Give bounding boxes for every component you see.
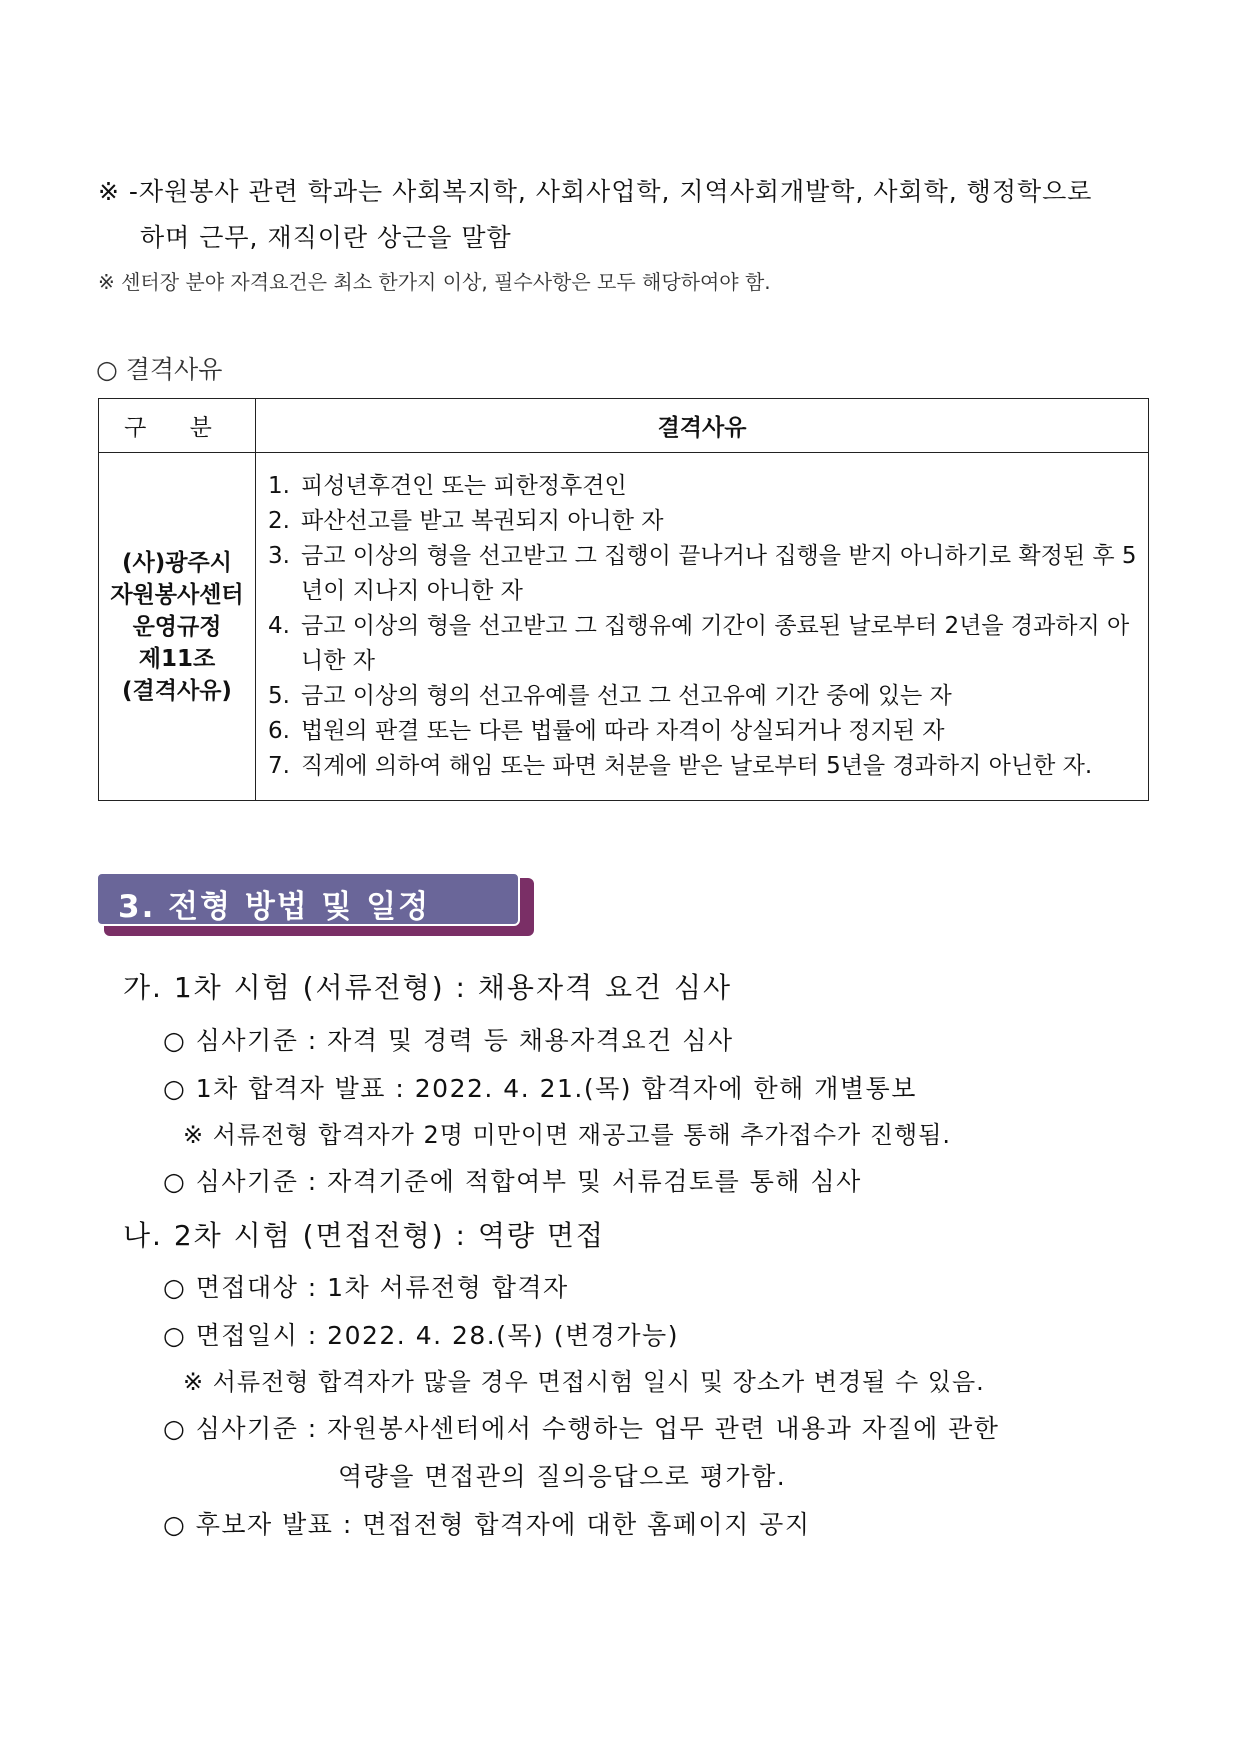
stage2-heading: 나. 2차 시험 (면접전형) : 역량 면접 <box>123 1219 605 1252</box>
note-majors-line2: 하며 근무, 재직이란 상근을 말함 <box>140 223 512 252</box>
list-item <box>268 609 1138 679</box>
section-3-banner <box>96 872 526 930</box>
category-line: 운영규정 <box>132 613 222 640</box>
reasons-cell <box>256 453 1149 801</box>
stage1-heading: 가. 1차 시험 (서류전형) : 채용자격 요건 심사 <box>123 971 733 1004</box>
item-number: 6. <box>268 718 290 744</box>
item-text: 금고 이상의 형의 선고유예를 선고 그 선고유예 기간 중에 있는 자 <box>301 683 952 709</box>
stage2-item: ○ 면접일시 : 2022. 4. 28.(목) (변경가능) <box>163 1321 679 1350</box>
table-header-category: 구 분 <box>99 399 256 453</box>
table-header-row <box>99 399 1149 453</box>
item-number: 3. <box>268 543 290 569</box>
item-number: 5. <box>268 683 290 709</box>
category-line: 자원봉사센터 <box>110 581 244 608</box>
item-number: 7. <box>268 753 290 779</box>
stage2-item: ○ 면접대상 : 1차 서류전형 합격자 <box>163 1273 569 1302</box>
list-item <box>268 469 1138 504</box>
stage1-item: ○ 1차 합격자 발표 : 2022. 4. 21.(목) 합격자에 한해 개별통보 <box>163 1074 917 1103</box>
banner-box <box>96 872 520 926</box>
reasons-list <box>268 469 1138 784</box>
list-item <box>268 679 1138 714</box>
item-text: 파산선고를 받고 복권되지 아니한 자 <box>301 508 664 534</box>
stage2-item-continuation: 역량을 면접관의 질의응답으로 평가함. <box>338 1462 787 1491</box>
stage2-note: ※ 서류전형 합격자가 많을 경우 면접시험 일시 및 장소가 변경될 수 있음. <box>183 1368 985 1396</box>
table-row <box>99 453 1149 801</box>
item-text: 금고 이상의 형을 선고받고 그 집행유예 기간이 종료된 날로부터 2년을 경과하지 아니한 자 <box>301 613 1130 674</box>
stage2-item: ○ 후보자 발표 : 면접전형 합격자에 대한 홈페이지 공지 <box>163 1510 811 1539</box>
stage1-note: ※ 서류전형 합격자가 2명 미만이면 재공고를 통해 추가접수가 진행됨. <box>183 1121 952 1149</box>
list-item <box>268 714 1138 749</box>
list-item <box>268 504 1138 539</box>
stage2-item: ○ 심사기준 : 자원봉사센터에서 수행하는 업무 관련 내용과 자질에 관한 <box>163 1414 1000 1443</box>
item-text: 직계에 의하여 해임 또는 파면 처분을 받은 날로부터 5년을 경과하지 아닌한 자. <box>301 753 1093 779</box>
category-cell <box>99 453 256 801</box>
stage1-item: ○ 심사기준 : 자격 및 경력 등 채용자격요건 심사 <box>163 1026 734 1055</box>
item-text: 금고 이상의 형을 선고받고 그 집행이 끝나거나 집행을 받지 아니하기로 확정된 후 5년이 지나지 아니한 자 <box>301 543 1137 604</box>
item-number: 4. <box>268 613 290 639</box>
table-header-reasons: 결격사유 <box>256 399 1149 453</box>
disqualification-heading: ○ 결격사유 <box>96 355 223 384</box>
note-majors-line1: ※ -자원봉사 관련 학과는 사회복지학, 사회사업학, 지역사회개발학, 사회학, 행정학으로 <box>98 177 1093 206</box>
disqualification-table <box>98 398 1149 801</box>
item-text: 법원의 판결 또는 다른 법률에 따라 자격이 상실되거나 정지된 자 <box>301 718 945 744</box>
category-line: 제11조 <box>138 645 216 672</box>
item-number: 2. <box>268 508 290 534</box>
category-line: (사)광주시 <box>122 549 232 576</box>
section-3-title: 3. 전형 방법 및 일정 <box>118 889 431 925</box>
list-item <box>268 749 1138 784</box>
note-director-requirements: ※ 센터장 분야 자격요건은 최소 한가지 이상, 필수사항은 모두 해당하여야 함. <box>98 270 771 294</box>
category-line: (결격사유) <box>122 677 232 704</box>
stage1-item: ○ 심사기준 : 자격기준에 적합여부 및 서류검토를 통해 심사 <box>163 1167 862 1196</box>
item-number: 1. <box>268 473 290 499</box>
list-item <box>268 539 1138 609</box>
item-text: 피성년후견인 또는 피한정후견인 <box>301 473 627 499</box>
